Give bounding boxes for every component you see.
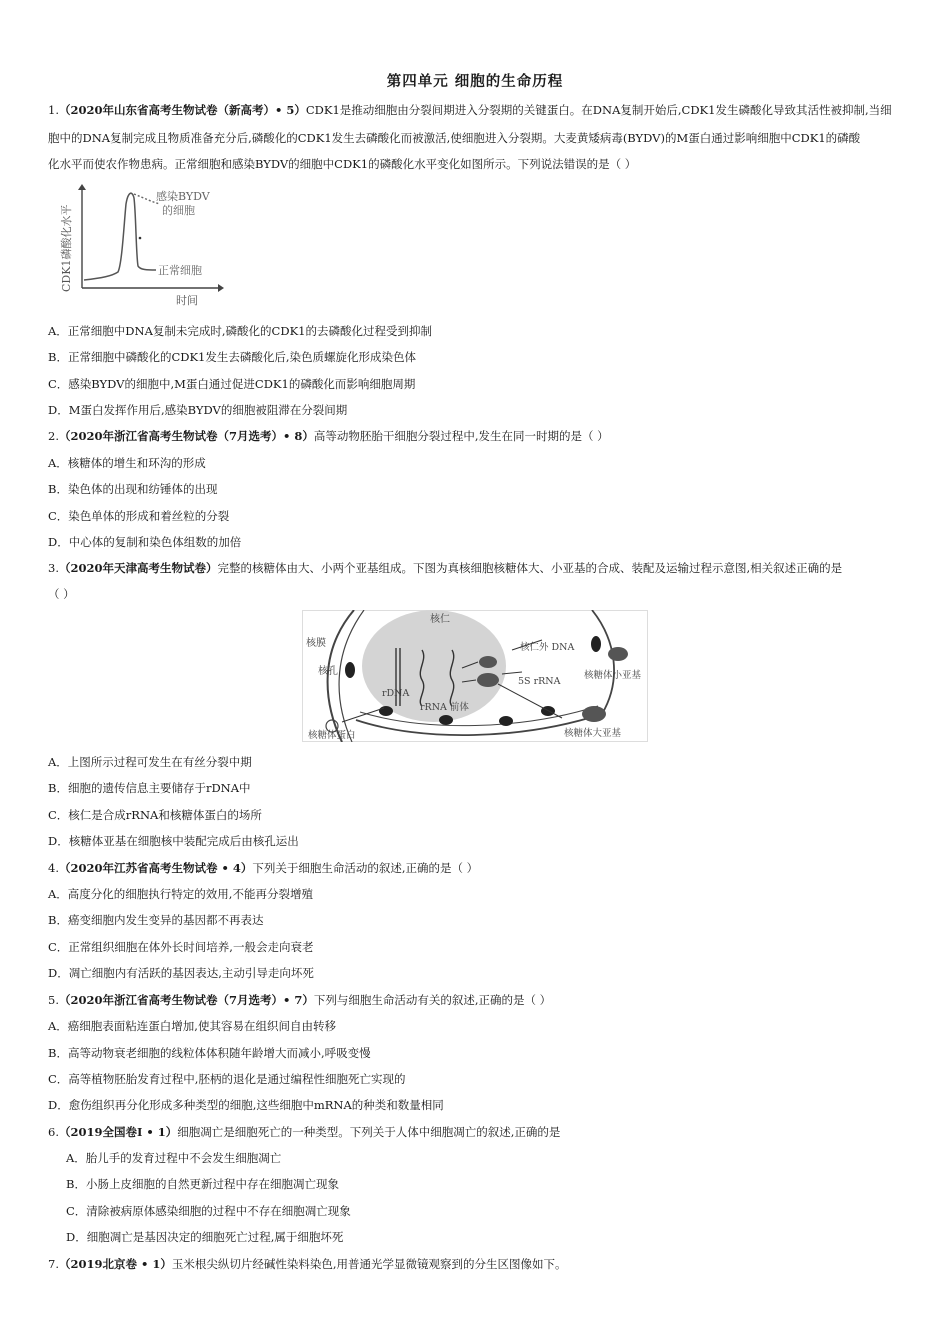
- question-2-option-a: A．核糖体的增生和环沟的形成: [48, 456, 206, 470]
- question-4-option-b: B．癌变细胞内发生变异的基因都不再表达: [48, 913, 264, 927]
- question-1-option-c: C．感染BYDV的细胞中,M蛋白通过促进CDK1的磷酸化而影响细胞周期: [48, 377, 416, 391]
- question-6-option-b: B．小肠上皮细胞的自然更新过程中存在细胞凋亡现象: [66, 1177, 339, 1191]
- label-nuclear-envelope: 核膜: [306, 638, 326, 649]
- x-axis-label: 时间: [176, 294, 198, 307]
- normal-cell-curve: [84, 193, 156, 280]
- question-4-stem: [48, 860, 478, 876]
- question-text: 细胞凋亡是细胞死亡的一种类型。下列关于人体中细胞凋亡的叙述,正确的是: [177, 1125, 561, 1139]
- question-6-option-c: C．清除被病原体感染细胞的过程中不存在细胞凋亡现象: [66, 1204, 351, 1218]
- question-source: （2019北京卷 • 1）: [58, 1257, 172, 1271]
- label-extra-nucleolar-dna: 核仁外 DNA: [520, 642, 575, 653]
- question-6-stem: [48, 1124, 560, 1140]
- question-3-figure: [302, 610, 648, 742]
- y-axis-label: CDK1磷酸化水平: [60, 204, 73, 292]
- question-source: （2020年山东省高考生物试卷（新高考）• 5）: [58, 103, 306, 117]
- question-3-option-a: A．上图所示过程可发生在有丝分裂中期: [48, 755, 252, 769]
- question-3-stem-line-2: （ ）: [48, 587, 75, 601]
- question-number: 2.: [48, 429, 59, 443]
- infected-cell-label-1: 感染BYDV: [156, 190, 210, 203]
- question-3-option-b: B．细胞的遗传信息主要储存于rDNA中: [48, 781, 251, 795]
- question-source: （2019全国卷Ⅰ • 1）: [58, 1125, 178, 1139]
- question-number: 7.: [48, 1257, 59, 1271]
- question-3-option-d: D．核糖体亚基在细胞核中装配完成后由核孔运出: [48, 834, 299, 848]
- normal-cell-label: 正常细胞: [158, 264, 202, 277]
- nuclear-envelope-right: [592, 610, 614, 714]
- question-number: 3.: [48, 561, 59, 575]
- question-4-option-c: C．正常组织细胞在体外长时间培养,一般会走向衰老: [48, 940, 314, 954]
- marker-dot: [139, 237, 142, 240]
- question-5-option-b: B．高等动物衰老细胞的线粒体体积随年龄增大而减小,呼吸变慢: [48, 1046, 371, 1060]
- label-rrna-precursor: rRNA 前体: [420, 702, 469, 713]
- question-number: 4.: [48, 861, 59, 875]
- question-2-option-b: B．染色体的出现和纺锤体的出现: [48, 482, 218, 496]
- question-text: 高等动物胚胎干细胞分裂过程中,发生在同一时期的是（ ）: [313, 429, 609, 443]
- question-source: （2020年浙江省高考生物试卷（7月选考）• 8）: [58, 429, 314, 443]
- label-rdna: rDNA: [382, 688, 410, 699]
- question-4-option-d: D．凋亡细胞内有活跃的基因表达,主动引导走向坏死: [48, 966, 314, 980]
- label-small-subunit: 核糖体小亚基: [584, 670, 642, 681]
- question-1-option-b: B．正常细胞中磷酸化的CDK1发生去磷酸化后,染色质螺旋化形成染色体: [48, 350, 417, 364]
- question-source: （2020年浙江省高考生物试卷（7月选考）• 7）: [58, 993, 314, 1007]
- question-1-stem-line-2: 胞中的DNA复制完成且物质准备充分后,磷酸化的CDK1发生去磷酸化而被激活,使细胞进入分裂期。大麦黄矮病毒(BYDV)的M蛋白通过影响细胞中CDK1的磷酸: [48, 131, 861, 145]
- question-number: 5.: [48, 993, 59, 1007]
- question-4-option-a: A．高度分化的细胞执行特定的效用,不能再分裂增殖: [48, 887, 313, 901]
- infected-cell-label-2: 的细胞: [162, 204, 195, 217]
- question-text: CDK1是推动细胞由分裂间期进入分裂期的关键蛋白。在DNA复制开始后,CDK1发生磷酸化导致其活性被抑制,当细: [305, 103, 892, 117]
- question-5-option-a: A．癌细胞表面粘连蛋白增加,使其容易在组织间自由转移: [48, 1019, 336, 1033]
- question-5-option-d: D．愈伤组织再分化形成多种类型的细胞,这些细胞中mRNA的种类和数量相同: [48, 1098, 444, 1112]
- label-ribosomal-protein: 核糖体蛋白: [308, 730, 356, 741]
- question-2-option-d: D．中心体的复制和染色体组数的加倍: [48, 535, 242, 549]
- label-large-subunit: 核糖体大亚基: [564, 728, 622, 739]
- question-1-option-d: D．M蛋白发挥作用后,感染BYDV的细胞被阻滞在分裂间期: [48, 403, 348, 417]
- question-2-stem: [48, 428, 609, 444]
- question-3-stem-line-1: [48, 560, 842, 576]
- label-5s-rrna: 5S rRNA: [518, 676, 561, 687]
- question-3-option-c: C．核仁是合成rRNA和核糖体蛋白的场所: [48, 808, 262, 822]
- question-text: 下列与细胞生命活动有关的叙述,正确的是（ ）: [313, 993, 552, 1007]
- page-title: 第四单元 细胞的生命历程: [386, 73, 564, 90]
- y-axis-arrow: [78, 184, 86, 190]
- question-source: （2020年天津高考生物试卷）: [58, 561, 218, 575]
- question-text: 玉米根尖纵切片经碱性染料染色,用普通光学显微镜观察到的分生区图像如下。: [171, 1257, 567, 1271]
- question-2-option-c: C．染色单体的形成和着丝粒的分裂: [48, 509, 230, 523]
- question-number: 6.: [48, 1125, 59, 1139]
- question-1-stem-line-1: [48, 102, 892, 118]
- question-source: （2020年江苏省高考生物试卷 • 4）: [58, 861, 253, 875]
- question-text: 完整的核糖体由大、小两个亚基组成。下图为真核细胞核糖体大、小亚基的合成、装配及运输过程示意图,相关叙述正确的是: [217, 561, 843, 575]
- question-text: 下列关于细胞生命活动的叙述,正确的是（ ）: [252, 861, 479, 875]
- question-6-option-d: D．细胞凋亡是基因决定的细胞死亡过程,属于细胞坏死: [66, 1230, 344, 1244]
- question-6-option-a: A．胎儿手的发育过程中不会发生细胞凋亡: [66, 1151, 282, 1165]
- label-nuclear-pore: 核孔: [318, 666, 338, 677]
- question-5-option-c: C．高等植物胚胎发育过程中,胚柄的退化是通过编程性细胞死亡实现的: [48, 1072, 406, 1086]
- question-number: 1.: [48, 103, 59, 117]
- question-1-stem-line-3: 化水平而使农作物患病。正常细胞和感染BYDV的细胞中CDK1的磷酸化水平变化如图所示。下列说法错误的是（ ）: [48, 157, 637, 171]
- question-7-stem: [48, 1256, 567, 1272]
- question-5-stem: [48, 992, 551, 1008]
- question-1-figure: [52, 184, 232, 314]
- question-1-option-a: A．正常细胞中DNA复制未完成时,磷酸化的CDK1的去磷酸化过程受到抑制: [48, 324, 432, 338]
- x-axis-arrow: [218, 284, 224, 292]
- label-nucleolus: 核仁: [430, 614, 450, 625]
